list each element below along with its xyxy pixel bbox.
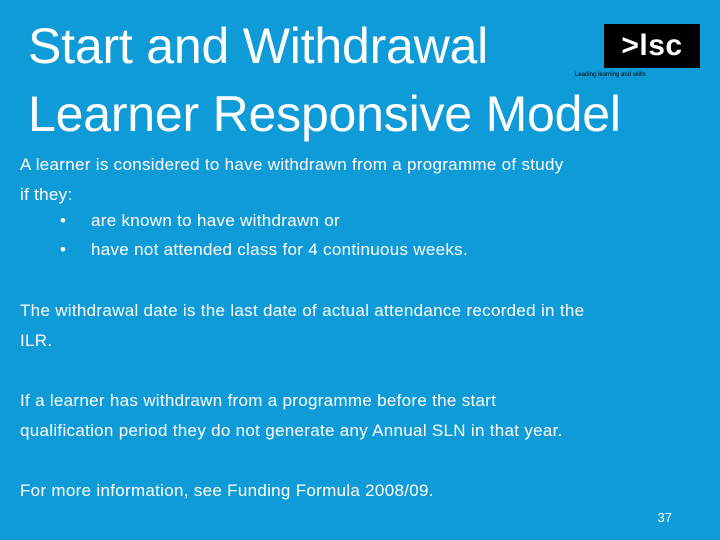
- paragraph-definition-line-1: A learner is considered to have withdrawn from a programme of study: [20, 155, 564, 174]
- bullet-marker: •: [60, 211, 66, 230]
- paragraph-sln-line-2: qualification period they do not generate any Annual SLN in that year.: [20, 421, 563, 440]
- paragraph-sln-line-1: If a learner has withdrawn from a programme before the start: [20, 391, 497, 410]
- paragraph-withdrawal-date-line-2: ILR.: [20, 331, 53, 350]
- lsc-logo-mark: >lsc: [604, 24, 700, 68]
- slide-title-line-1: Start and Withdrawal: [28, 18, 489, 74]
- paragraph-definition-line-2: if they:: [20, 185, 73, 204]
- lsc-logo-tagline: Leading learning and skills: [575, 72, 646, 78]
- slide-title-line-2: Learner Responsive Model: [28, 86, 621, 142]
- bullet-item-withdrawn: are known to have withdrawn or: [91, 211, 341, 230]
- paragraph-withdrawal-date-line-1: The withdrawal date is the last date of actual attendance recorded in the: [20, 301, 585, 320]
- page-number: 37: [657, 510, 672, 525]
- bullet-item-not-attended: have not attended class for 4 continuous weeks.: [91, 240, 468, 259]
- bullet-marker: •: [60, 240, 66, 259]
- paragraph-more-info: For more information, see Funding Formula 2008/09.: [20, 481, 434, 500]
- lsc-logo: [575, 24, 700, 82]
